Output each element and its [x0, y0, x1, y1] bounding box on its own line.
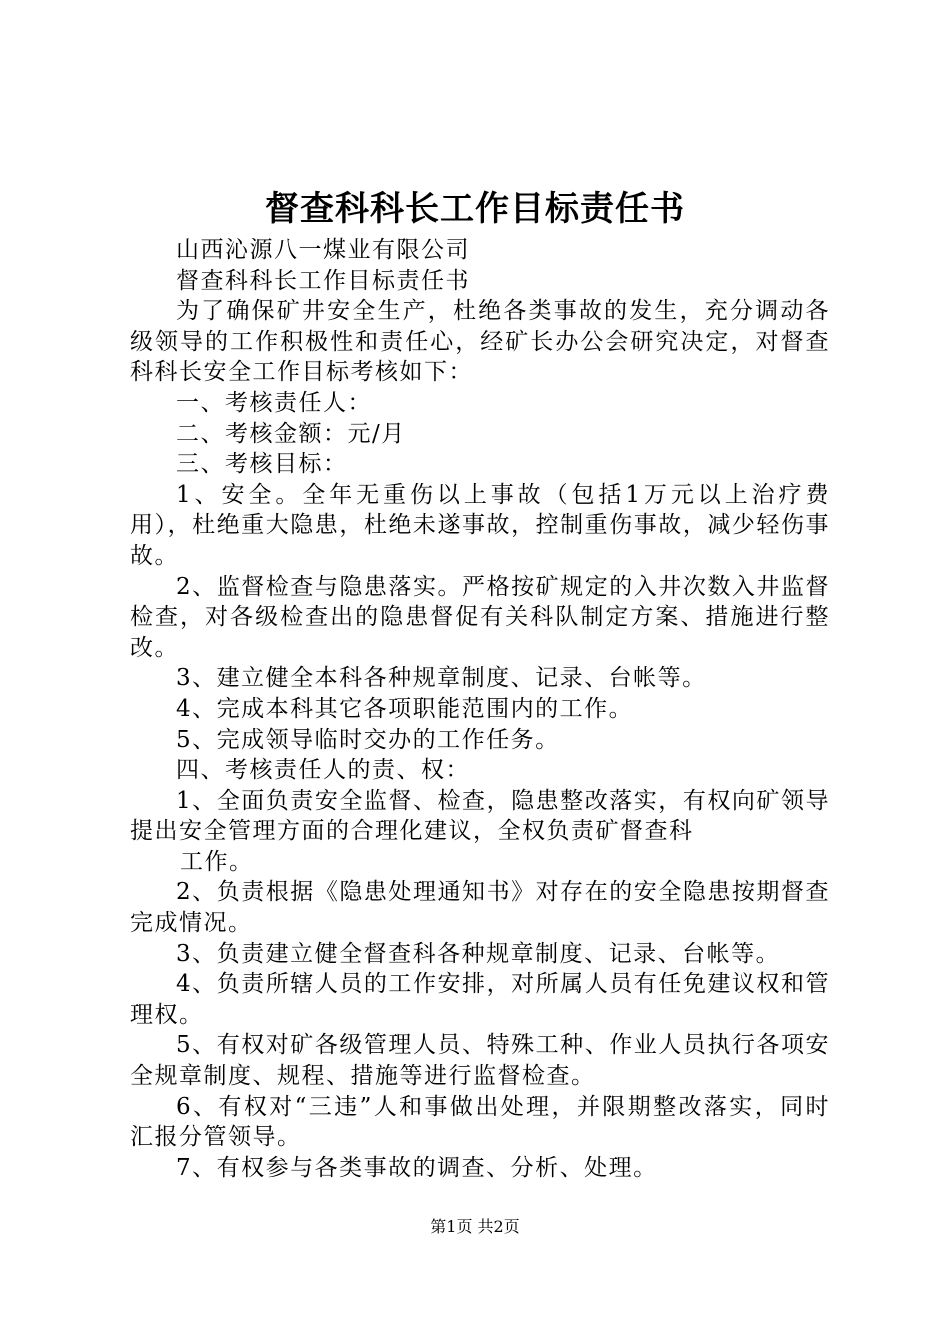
company-name: 山西沁源八一煤业有限公司 [176, 237, 470, 263]
target-item-2: 2、监督检查与隐患落实。严格按矿规定的入井次数入井监督检查，对各级检查出的隐患督促有关科队制定方案、措施进行整改。 [130, 573, 830, 661]
section-heading-2: 二、考核金额：元/月 [176, 420, 406, 447]
duty-item-6: 6、有权对“三违”人和事做出处理，并限期整改落实，同时汇报分管领导。 [130, 1093, 830, 1151]
target-item-4: 4、完成本科其它各项职能范围内的工作。 [176, 695, 634, 722]
intro-paragraph: 为了确保矿井安全生产，杜绝各类事故的发生，充分调动各级领导的工作积极性和责任心，经矿长办公会研究决定，对督查科科长安全工作目标考核如下： [130, 298, 830, 386]
duty-item-1: 1、全面负责安全监督、检查，隐患整改落实，有权向矿领导提出安全管理方面的合理化建议，全权负责矿督查科 [130, 787, 830, 845]
duty-item-4: 4、负责所辖人员的工作安排，对所属人员有任免建议权和管理权。 [130, 971, 830, 1028]
duty-item-5: 5、有权对矿各级管理人员、特殊工种、作业人员执行各项安全规章制度、规程、措施等进行监督检查。 [130, 1032, 830, 1090]
section-heading-3: 三、考核目标： [176, 451, 348, 478]
duty-item-2: 2、负责根据《隐患处理通知书》对存在的安全隐患按期督查完成情况。 [130, 879, 830, 937]
duty-item-3: 3、负责建立健全督查科各种规章制度、记录、台帐等。 [176, 940, 781, 967]
duty-item-7: 7、有权参与各类事故的调查、分析、处理。 [176, 1154, 658, 1181]
page-number-footer: 第1页 共2页 [430, 1217, 520, 1236]
duty-item-1-continued: 工作。 [180, 848, 254, 875]
document-title: 督查科科长工作目标责任书 [265, 189, 685, 229]
document-subtitle: 督查科科长工作目标责任书 [176, 267, 470, 294]
section-heading-1: 一、考核责任人： [176, 389, 372, 416]
target-item-5: 5、完成领导临时交办的工作任务。 [176, 726, 560, 753]
section-heading-4: 四、考核责任人的责、权： [176, 757, 470, 784]
document-body [130, 235, 830, 1183]
target-item-3: 3、建立健全本科各种规章制度、记录、台帐等。 [176, 665, 707, 692]
target-item-1: 1、安全。全年无重伤以上事故（包括1万元以上治疗费用），杜绝重大隐患，杜绝未遂事故，控制重伤事故，减少轻伤事故。 [130, 481, 830, 569]
